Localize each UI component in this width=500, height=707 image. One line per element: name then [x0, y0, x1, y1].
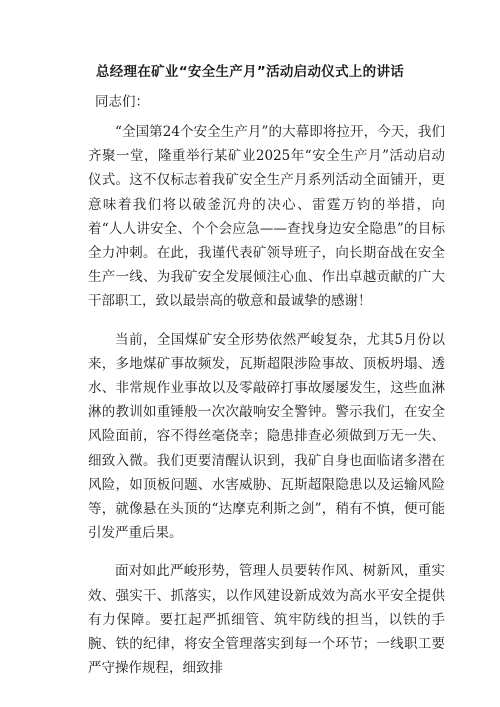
document-title: 总经理在矿业“安全生产月”活动启动仪式上的讲话 [95, 64, 405, 80]
paragraph-3: 面对如此严峻形势，管理人员要转作风、树新风，重实效、强实干、抓落实，以作风建设新成效为高水平安全提供有力保障。要扛起严抓细管、筑牢防线的担当，以铁的手腕、铁的纪律，将安全管理落实到每一个环节；一线职工要严守操作规程，细致排 [88, 563, 445, 677]
paragraph-2: 当前，全国煤矿安全形势依然严峻复杂，尤其5月份以来，多地煤矿事故频发，瓦斯超限涉险事故、顶板坍塌、透水、非常规作业事故以及零敲碎打事故屡屡发生，这些血淋淋的教训如重锤般一次次敲响安全警钟。警示我们，在安全风险面前，容不得丝毫侥幸；隐患排查必须做到万无一失、细致入微。我们更要清醒认识到，我矿自身也面临诸多潜在风险，如顶板问题、水害威胁、瓦斯超限隐患以及运输风险等，就像悬在头顶的“达摩克利斯之剑”，稍有不慎，便可能引发严重后果。 [88, 331, 445, 542]
greeting: 同志们： [95, 94, 149, 110]
document-body [88, 120, 445, 680]
paragraph-1: “全国第24个安全生产月”的大幕即将拉开，今天，我们齐聚一堂，隆重举行某矿业2025年“安全生产月”活动启动仪式。这不仅标志着我矿安全生产月系列活动全面铺开，更意味着我们将以破釜沉舟的决心、雷霆万钧的举措，向着“人人讲安全、个个会应急——查找身边安全隐患”的目标全力冲刺。在此，我谨代表矿领导班子，向长期奋战在安全生产一线、为我矿安全发展倾注心血、作出卓越贡献的广大干部职工，致以最崇高的敬意和最诚挚的感谢！ [88, 124, 445, 310]
